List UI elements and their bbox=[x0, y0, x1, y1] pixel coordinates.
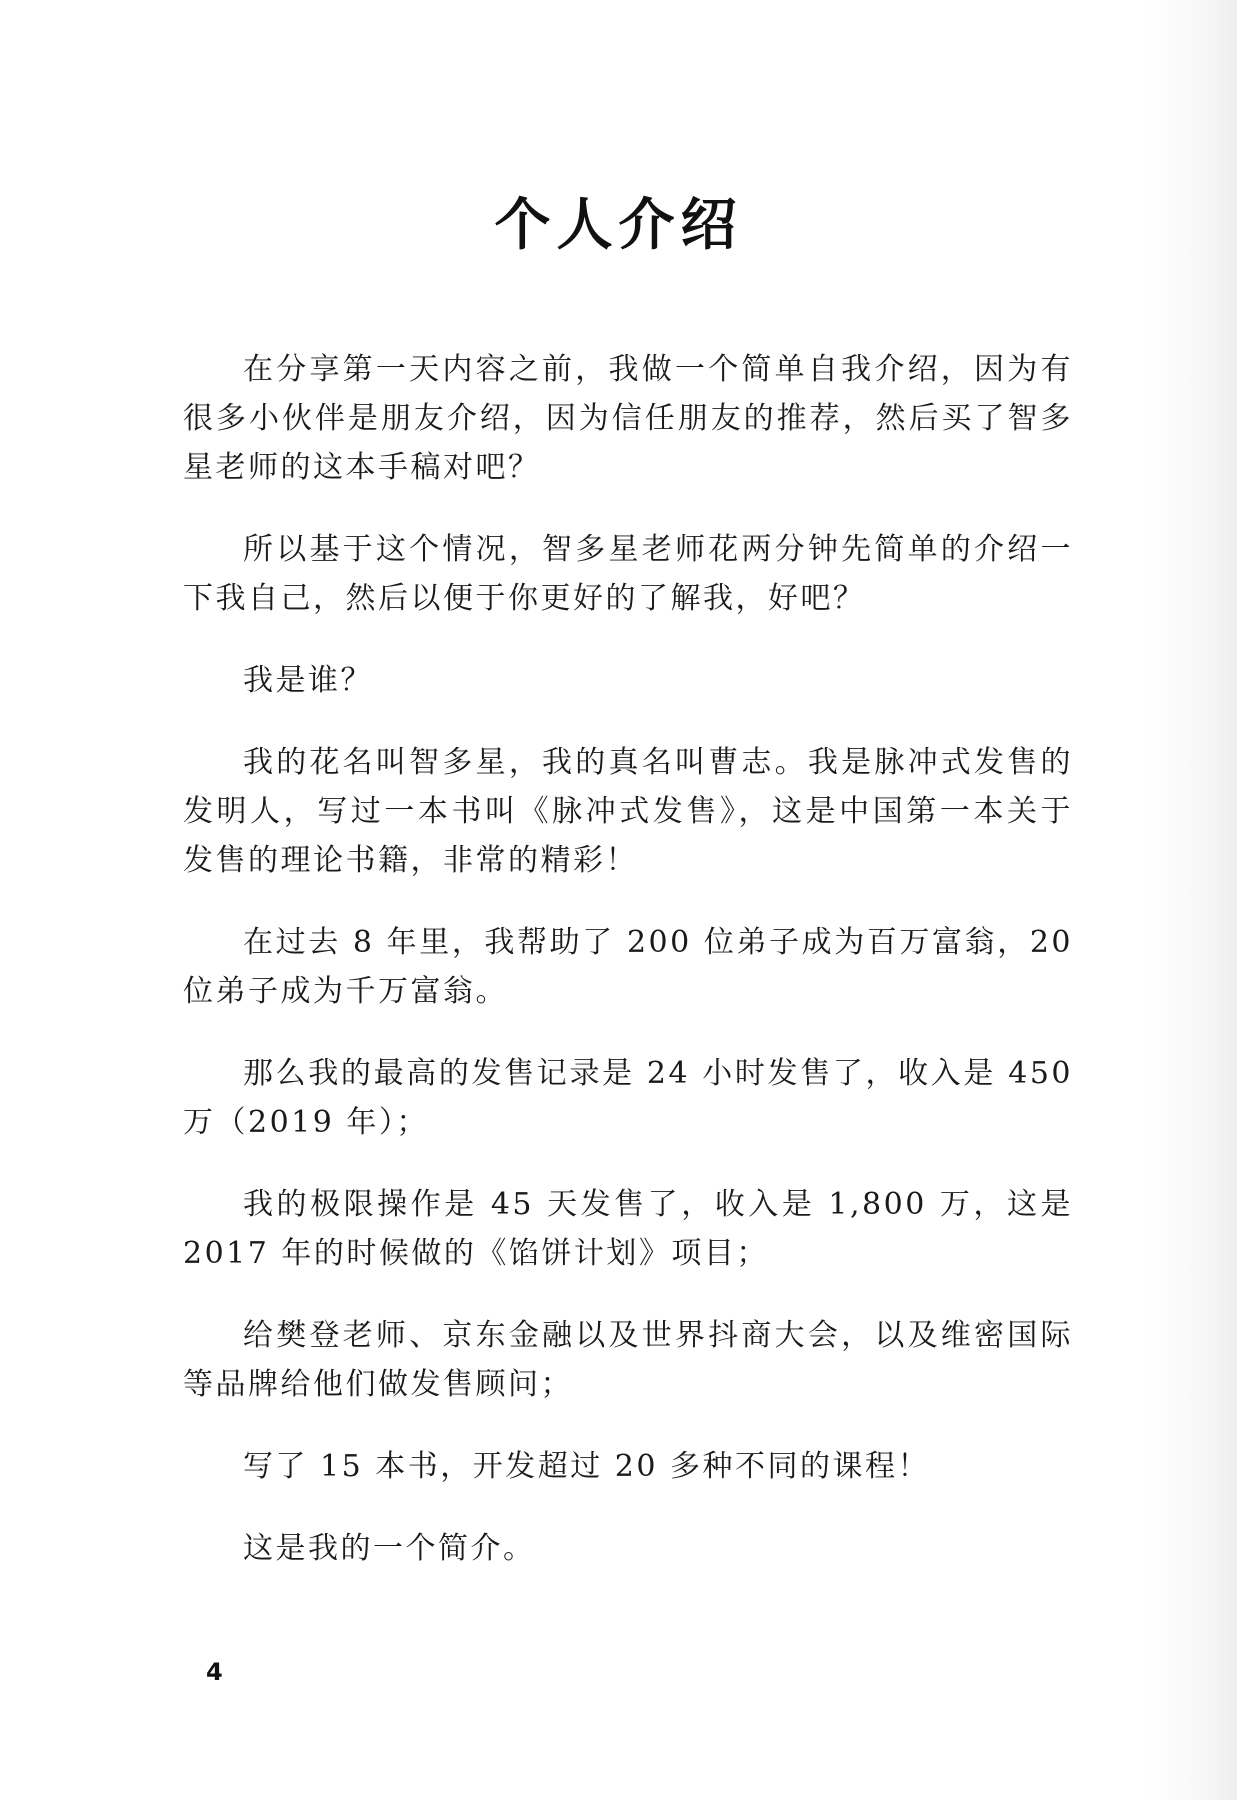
paragraph-who-am-i: 我是谁？ bbox=[243, 663, 373, 698]
paragraph-extreme: 我的极限操作是 45 天发售了，收入是 1,800 万，这是 2017 年的时候做的《馅饼计划》项目； bbox=[183, 1187, 1073, 1271]
paragraph-purpose: 所以基于这个情况，智多星老师花两分钟先简单的介绍一下我自己，然后以便于你更好的了解我，好吧？ bbox=[183, 532, 1073, 616]
body-text bbox=[183, 345, 1073, 1606]
paragraph-books: 写了 15 本书，开发超过 20 多种不同的课程！ bbox=[243, 1449, 930, 1484]
paragraph-name: 我的花名叫智多星，我的真名叫曹志。我是脉冲式发售的发明人，写过一本书叫《脉冲式发售》，这是中国第一本关于发售的理论书籍，非常的精彩！ bbox=[183, 745, 1073, 878]
page-number: 4 bbox=[206, 1658, 223, 1686]
paragraph-record: 那么我的最高的发售记录是 24 小时发售了，收入是 450 万（2019 年）； bbox=[183, 1056, 1073, 1140]
paragraph-achievements: 在过去 8 年里，我帮助了 200 位弟子成为百万富翁，20 位弟子成为千万富翁。 bbox=[183, 925, 1073, 1009]
paragraph-closing: 这是我的一个简介。 bbox=[243, 1531, 536, 1566]
page-edge-shadow bbox=[1147, 0, 1237, 1800]
page-title: 个人介绍 bbox=[494, 192, 743, 258]
paragraph-intro: 在分享第一天内容之前，我做一个简单自我介绍，因为有很多小伙伴是朋友介绍，因为信任朋友的推荐，然后买了智多星老师的这本手稿对吧？ bbox=[183, 352, 1073, 485]
paragraph-consulting: 给樊登老师、京东金融以及世界抖商大会，以及维密国际等品牌给他们做发售顾问； bbox=[183, 1318, 1073, 1402]
